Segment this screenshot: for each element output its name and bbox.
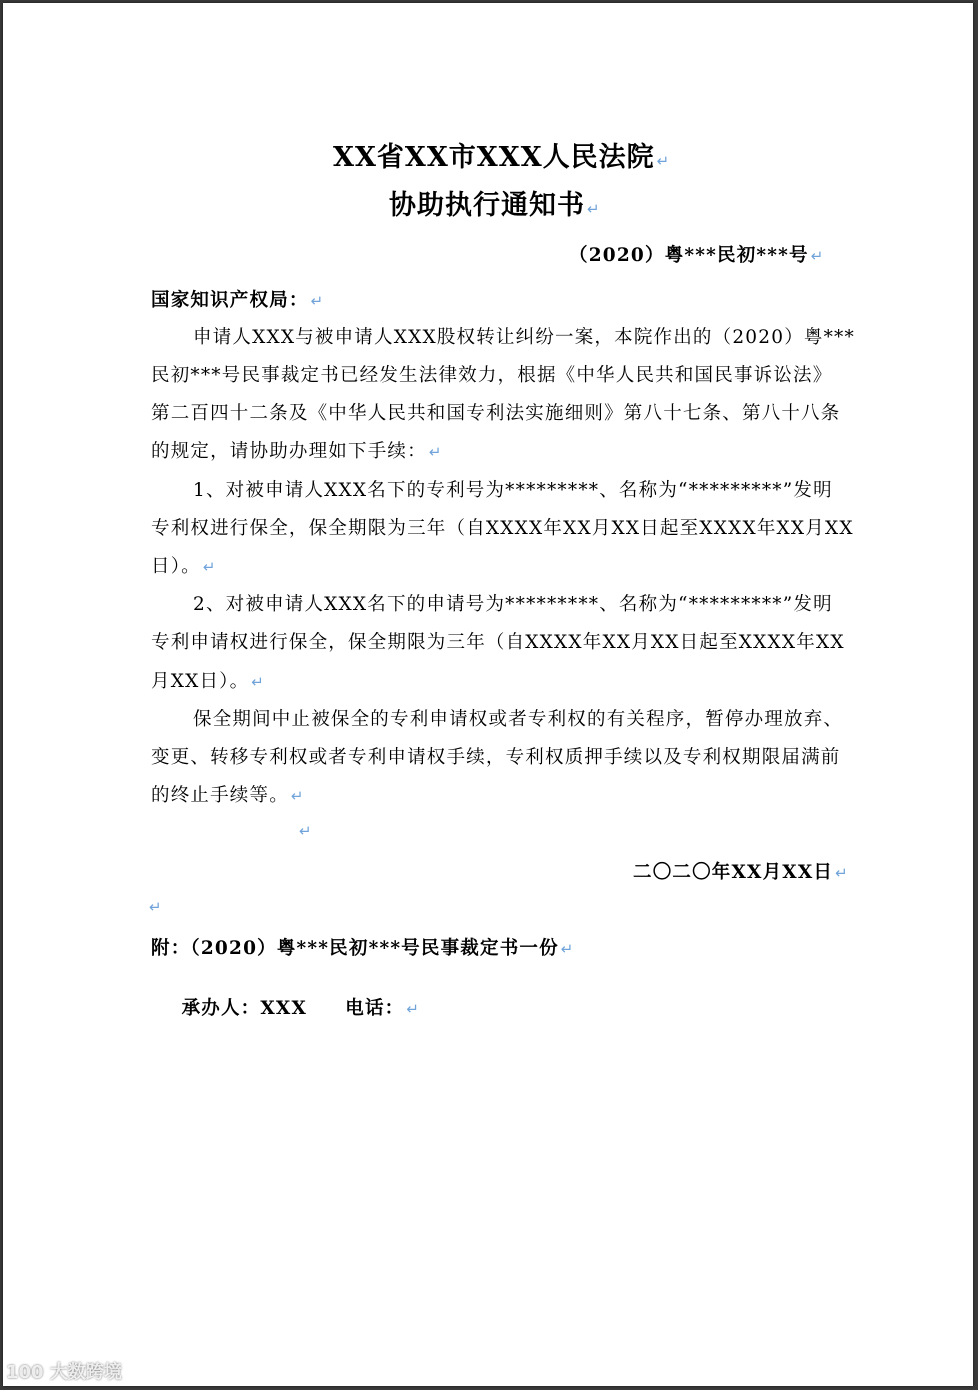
handler-line: 承办人：XXX 电话： ↵ xyxy=(181,998,421,1019)
paragraph-line: 的规定，请协助办理如下手续： ↵ xyxy=(151,441,443,462)
empty-paragraph: ↵ xyxy=(149,898,163,916)
date-line: 二〇二〇年XX月XX日 ↵ xyxy=(633,862,849,883)
paragraph-line: 变更、转移专利权或者专利申请权手续，专利权质押手续以及专利权期限届满前 xyxy=(151,747,841,768)
paragraph-line: 第二百四十二条及《中华人民共和国专利法实施细则》第八十七条、第八十八条 xyxy=(151,403,841,424)
paragraph-line: 日）。 ↵ xyxy=(151,556,217,577)
paragraph-line: 申请人XXX与被申请人XXX股权转让纠纷一案，本院作出的（2020）粤*** xyxy=(193,327,855,348)
paragraph-line: 的终止手续等。 ↵ xyxy=(151,785,305,806)
paragraph-line: 1、对被申请人XXX名下的专利号为*********、名称为“*********”发明 xyxy=(193,480,833,501)
empty-paragraph: ↵ xyxy=(299,822,313,840)
paragraph-line: 月XX日）。 ↵ xyxy=(151,671,266,692)
addressee: 国家知识产权局： ↵ xyxy=(151,290,325,311)
paragraph-line: 民初***号民事裁定书已经发生法律效力，根据《中华人民共和国民事诉讼法》 xyxy=(151,365,833,386)
court-title: XX省XX市XXX人民法院 ↵ xyxy=(333,142,671,173)
case-number: （2020）粤***民初***号 ↵ xyxy=(569,245,825,266)
paragraph-line: 保全期间中止被保全的专利申请权或者专利权的有关程序，暂停办理放弃、 xyxy=(193,709,844,730)
attachment-line: 附：（2020）粤***民初***号民事裁定书一份 ↵ xyxy=(151,938,575,959)
paragraph-line: 2、对被申请人XXX名下的申请号为*********、名称为“*********”发明 xyxy=(193,594,833,615)
paragraph-line: 专利权进行保全，保全期限为三年（自XXXX年XX月XX日起至XXXX年XX月XX xyxy=(151,518,854,539)
notice-title: 协助执行通知书 ↵ xyxy=(389,190,601,221)
document-page xyxy=(3,3,973,1386)
watermark-logo: 100 大数跨境 xyxy=(6,1362,122,1383)
paragraph-line: 专利申请权进行保全，保全期限为三年（自XXXX年XX月XX日起至XXXX年XX xyxy=(151,632,845,653)
